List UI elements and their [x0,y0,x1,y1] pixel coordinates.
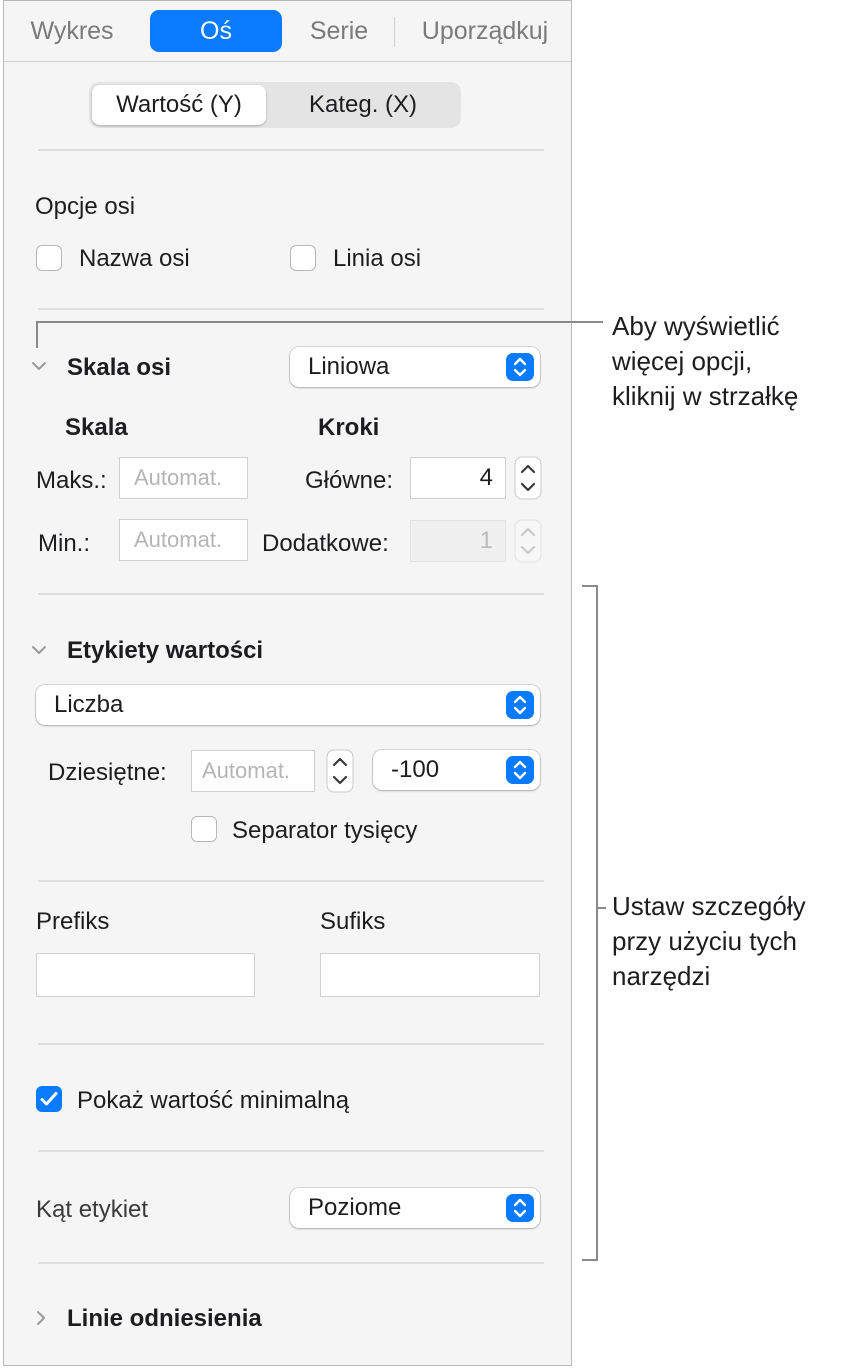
axis-scale-type-value: Liniowa [308,353,390,380]
segment-value-axis[interactable]: Wartość (Y) [92,85,266,125]
tools-callout-line-1: Ustaw szczegóły [612,891,806,921]
tab-chart[interactable]: Wykres [30,17,114,45]
tools-callout-line-3: narzędzi [612,961,711,991]
major-steps-value: 4 [479,464,493,491]
reference-lines-heading: Linie odniesienia [67,1305,262,1332]
axis-scale-heading: Skala osi [67,354,172,381]
tab-series[interactable]: Serie [309,17,369,45]
decimals-placeholder: Automat. [202,758,291,783]
negative-format-value: -100 [391,756,440,783]
major-steps-label: Główne: [305,467,394,494]
minor-steps-value: 1 [479,527,493,554]
min-label: Min.: [38,530,91,557]
steps-heading: Kroki [318,414,380,441]
label-angle-label: Kąt etykiet [36,1196,149,1223]
axis-name-label: Nazwa osi [79,245,190,272]
tab-axis[interactable]: Oś [150,10,282,52]
label-angle-value: Poziome [308,1194,402,1221]
show-minimum-label: Pokaż wartość minimalną [77,1087,350,1114]
tools-callout-line-2: przy użyciu tych [612,926,797,956]
tools-callout-bracket [582,586,597,1260]
minor-steps-label: Dodatkowe: [262,530,389,557]
scale-heading: Skala [65,414,128,441]
axis-line-label: Linia osi [333,245,422,272]
thousands-separator-label: Separator tysięcy [232,817,418,844]
arrow-callout-line-3: kliknij w strzałkę [612,381,799,411]
axis-options-heading: Opcje osi [35,193,136,220]
prefix-label: Prefiks [36,908,110,935]
decimals-label: Dziesiętne: [48,759,167,786]
arrow-callout-line [37,322,603,348]
max-placeholder: Automat. [134,465,223,490]
suffix-label: Sufiks [320,908,386,935]
arrow-callout-line-1: Aby wyświetlić [612,311,780,341]
segment-category-axis[interactable]: Kateg. (X) [308,91,418,118]
arrow-callout-line-2: więcej opcji, [612,346,753,376]
tab-arrange[interactable]: Uporządkuj [421,17,549,45]
number-format-value: Liczba [54,691,124,718]
value-labels-heading: Etykiety wartości [67,637,264,664]
min-placeholder: Automat. [134,527,223,552]
max-label: Maks.: [36,467,107,494]
